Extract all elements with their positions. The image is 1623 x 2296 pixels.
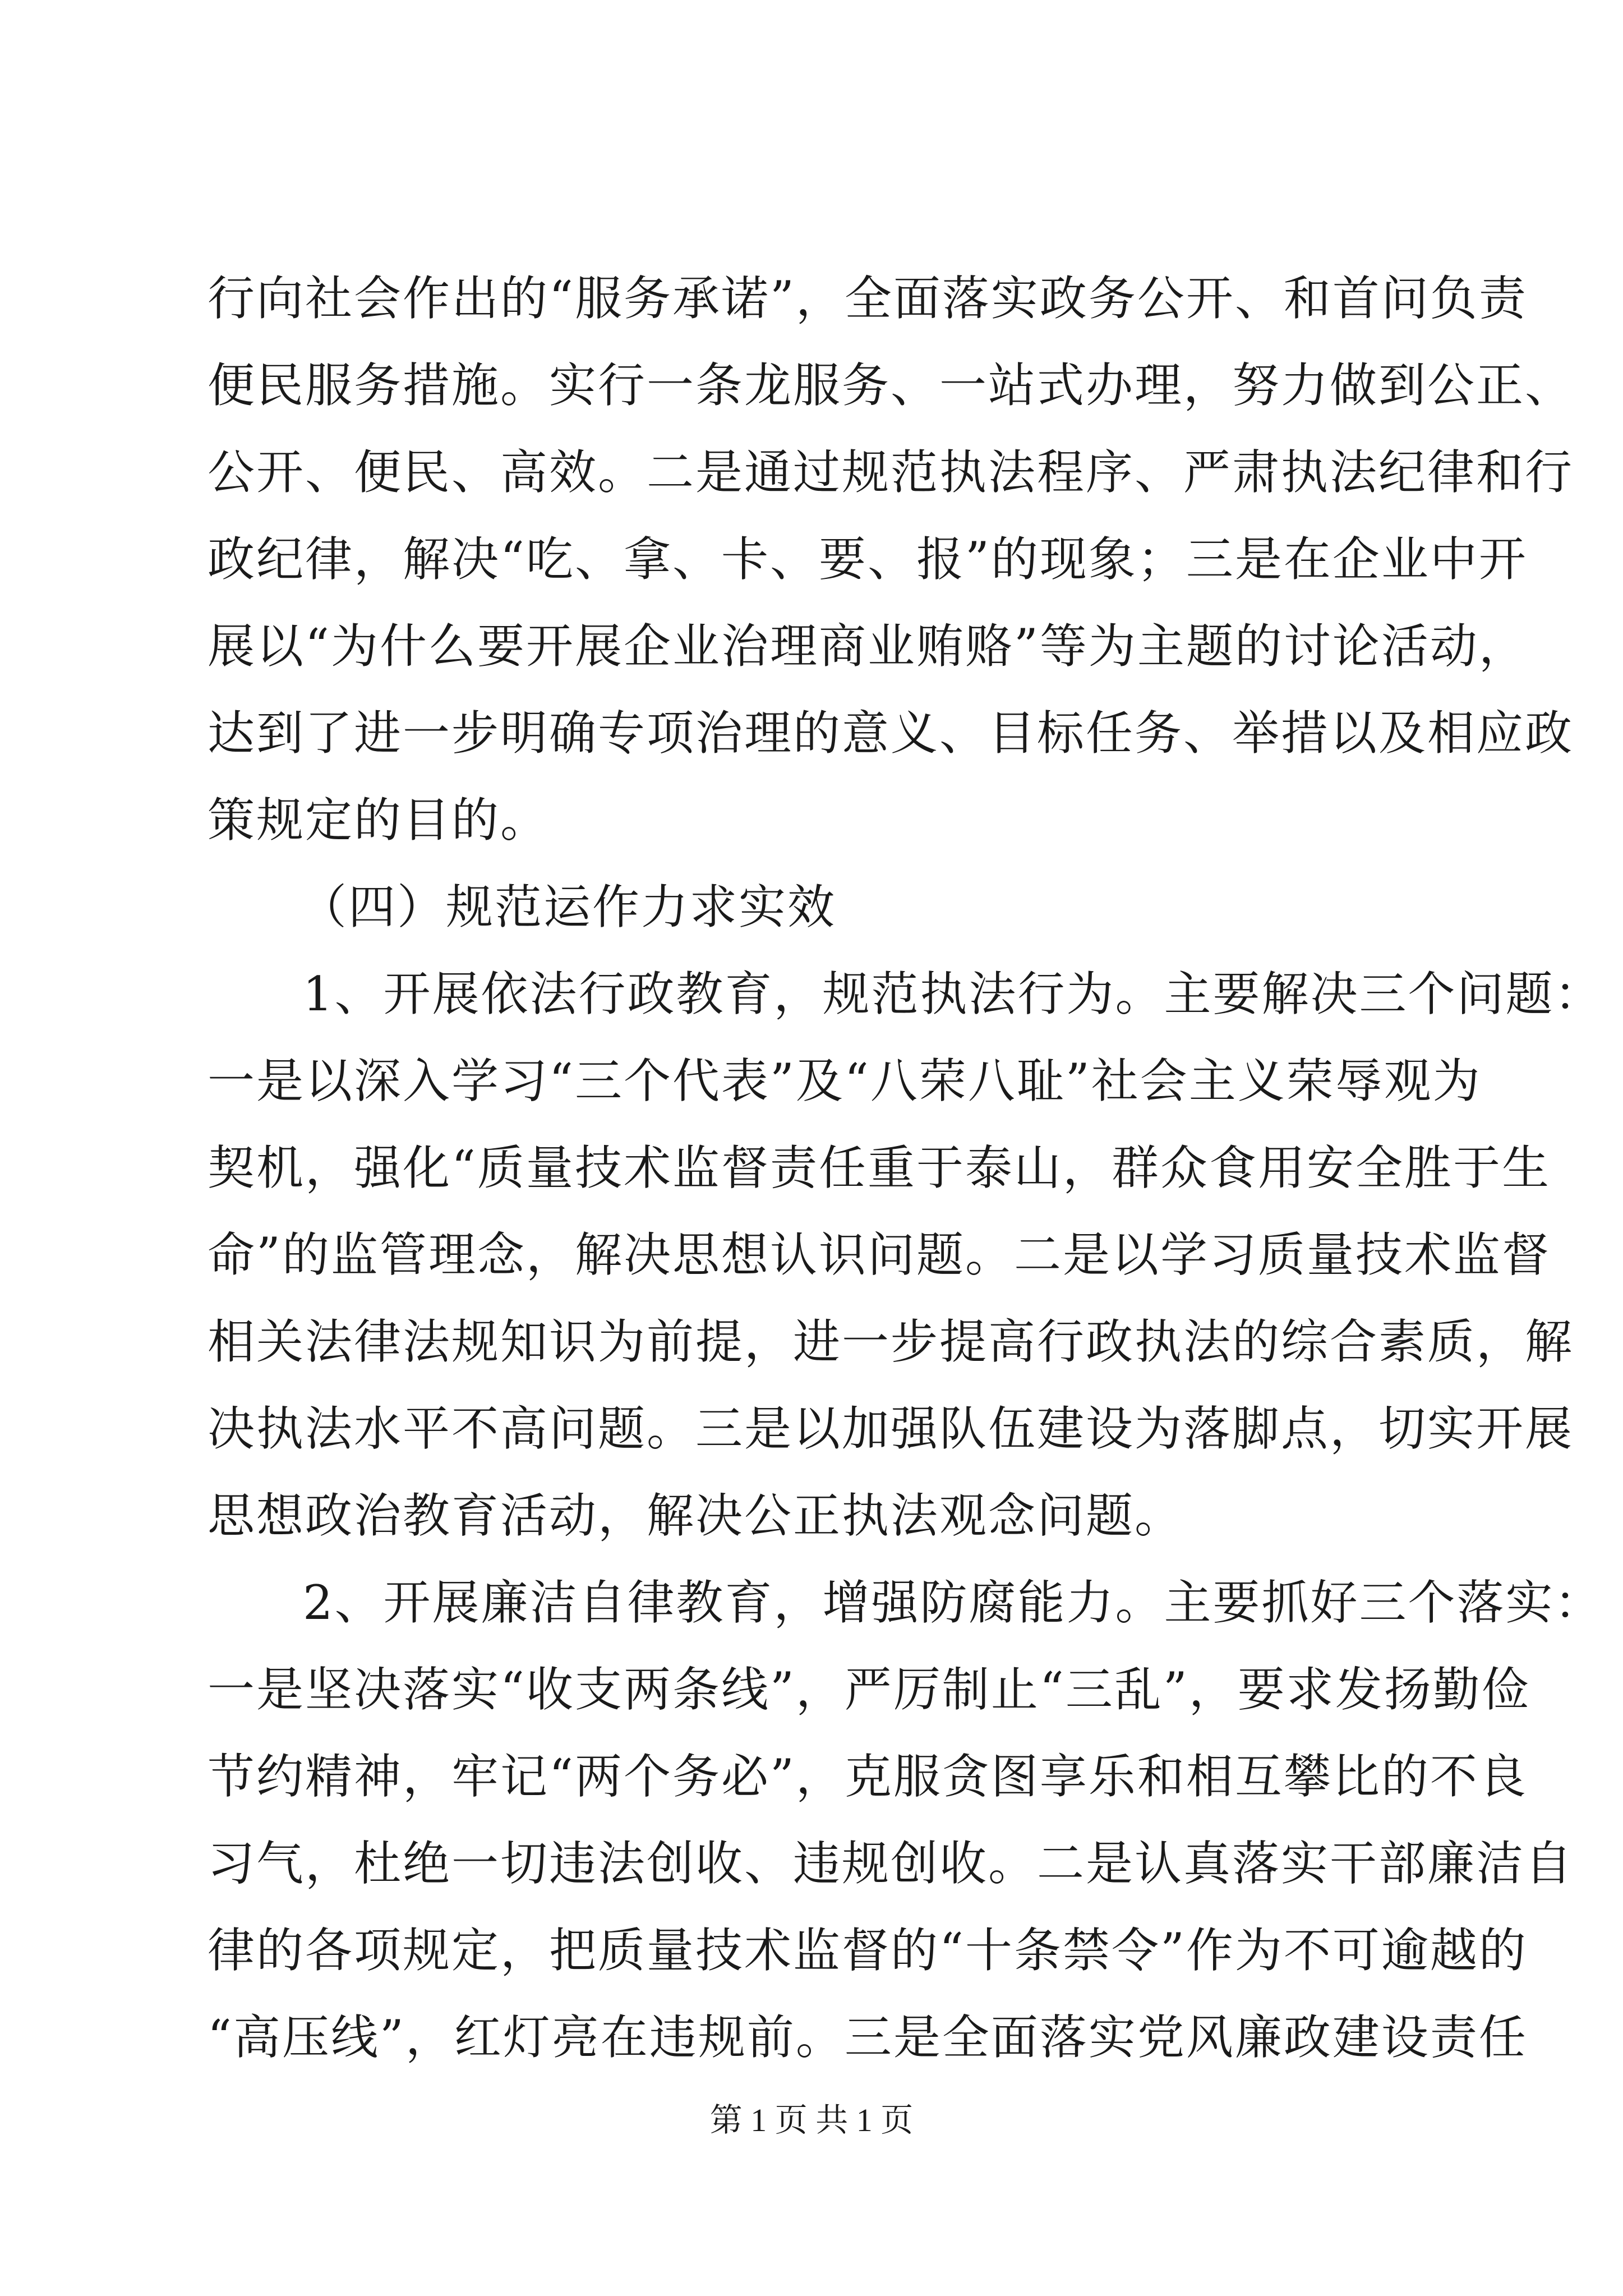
text-line: 策规定的目的。 (208, 793, 550, 848)
text-line: 思想政治教育活动，解决公正执法观念问题。 (208, 1488, 1184, 1543)
text-line: 公开、便民、高效。二是通过规范执法程序、严肃执法纪律和行 (208, 445, 1574, 500)
text-line: 展以“为什么要开展企业治理商业贿赂”等为主题的讨论活动， (208, 619, 1528, 674)
text-line: “高压线”，红灯亮在违规前。三是全面落实党风廉政建设责任 (208, 2010, 1528, 2065)
page-number-footer: 第 1 页 共 1 页 (709, 2102, 914, 2138)
text-line: 习气，杜绝一切违法创收、违规创收。二是认真落实干部廉洁自 (208, 1836, 1574, 1891)
document-body (208, 255, 1603, 2081)
section-heading: （四）规范运作力求实效 (299, 880, 837, 935)
text-line: 1、开展依法行政教育，规范执法行为。主要解决三个问题： (303, 967, 1603, 1022)
text-line: 一是坚决落实“收支两条线”，严厉制止“三乱”，要求发扬勤俭 (208, 1662, 1530, 1717)
text-line: 达到了进一步明确专项治理的意义、目标任务、举措以及相应政 (208, 706, 1574, 761)
text-line: 命”的监管理念，解决思想认识问题。二是以学习质量技术监督 (208, 1227, 1551, 1282)
text-line: 决执法水平不高问题。三是以加强队伍建设为落脚点，切实开展 (208, 1401, 1574, 1456)
text-line: 一是以深入学习“三个代表”及“八荣八耻”社会主义荣辱观为 (208, 1053, 1482, 1108)
text-line: 行向社会作出的“服务承诺”，全面落实政务公开、和首问负责 (208, 271, 1528, 326)
text-line: 契机，强化“质量技术监督责任重于泰山，群众食用安全胜于生 (208, 1140, 1551, 1195)
text-line: 政纪律，解决“吃、拿、卡、要、报”的现象；三是在企业中开 (208, 532, 1528, 587)
text-line: 便民服务措施。实行一条龙服务、一站式办理，努力做到公正、 (208, 358, 1574, 413)
text-line: 律的各项规定，把质量技术监督的“十条禁令”作为不可逾越的 (208, 1923, 1528, 1978)
text-line: 节约精神，牢记“两个务必”，克服贪图享乐和相互攀比的不良 (208, 1749, 1528, 1804)
text-line: 2、开展廉洁自律教育，增强防腐能力。主要抓好三个落实： (303, 1575, 1603, 1630)
text-line: 相关法律法规知识为前提，进一步提高行政执法的综合素质，解 (208, 1314, 1574, 1369)
